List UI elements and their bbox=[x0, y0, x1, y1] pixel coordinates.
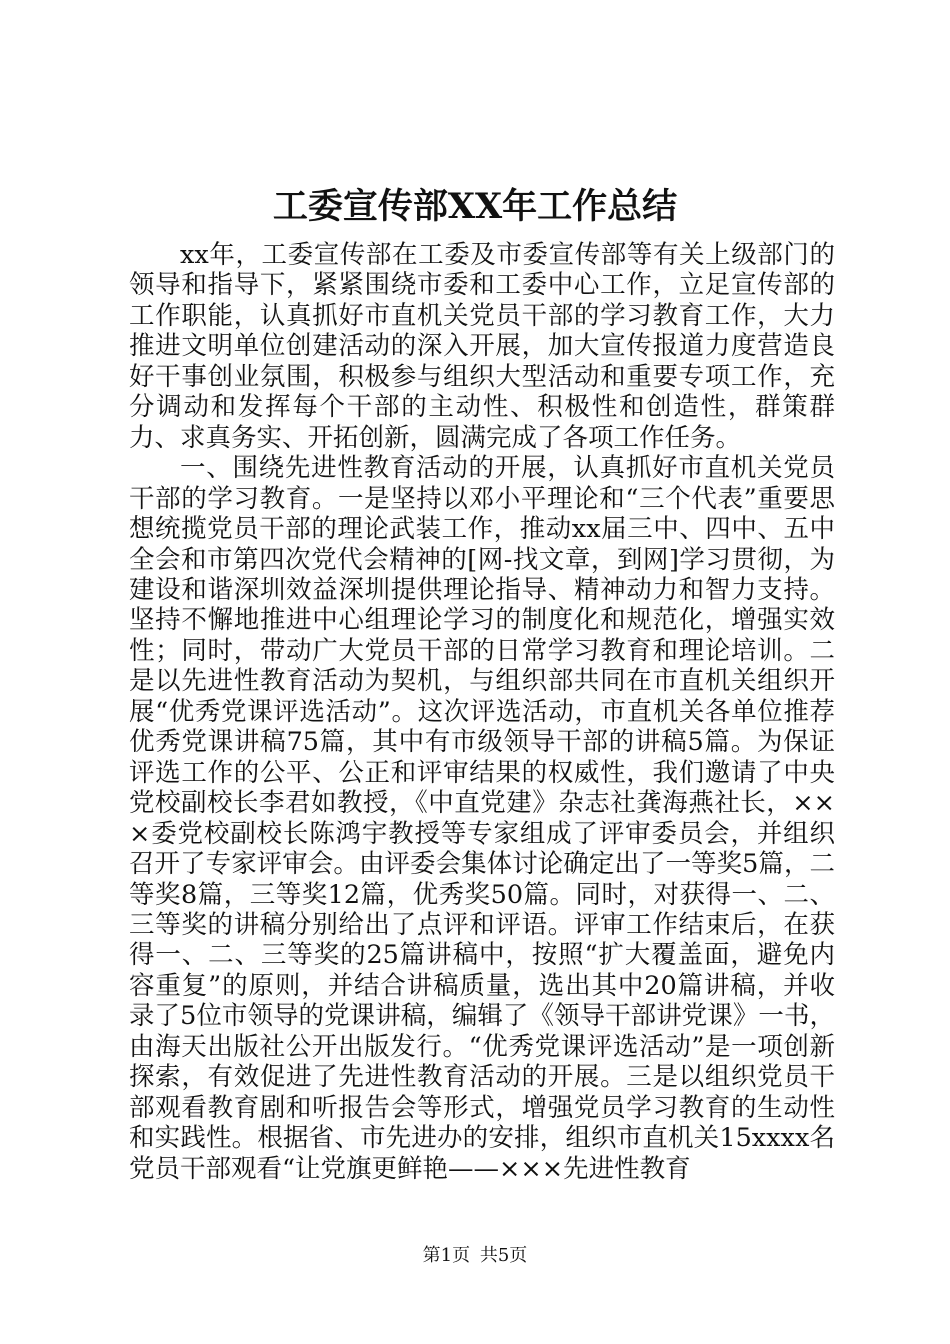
page-number-footer: 第1页 共5页 bbox=[422, 1245, 528, 1266]
paragraph-section-one: 一、围绕先进性教育活动的开展，认真抓好市直机关党员干部的学习教育。一是坚持以邓小平理论和“三个代表”重要思想统揽党员干部的理论武装工作，推动xx届三中、四中、五中全会和市第四次党代会精神的[网-找文章，到网]学习贯彻，为建设和谐深圳效益深圳提供理论指导、精神动力和智力支持。坚持不懈地推进中心组理论学习的制度化和规范化，增强实效性；同时，带动广大党员干部的日常学习教育和理论培训。二是以先进性教育活动为契机，与组织部共同在市直机关组织开展“优秀党课评选活动”。这次评选活动，市直机关各单位推荐优秀党课讲稿75篇，其中有市级领导干部的讲稿5篇。为保证评选工作的公平、公正和评审结果的权威性，我们邀请了中央党校副校长李君如教授，《中直党建》杂志社龚海燕社长，×××委党校副校长陈鸿宇教授等专家组成了评审委员会，并组织召开了专家评审会。由评委会集体讨论确定出了一等奖5篇，二等奖8篇，三等奖12篇，优秀奖50篇。同时，对获得一、二、三等奖的讲稿分别给出了点评和评语。评审工作结束后，在获得一、二、三等奖的25篇讲稿中，按照“扩大覆盖面，避免内容重复”的原则，并结合讲稿质量，选出其中20篇讲稿，并收录了5位市领导的党课讲稿，编辑了《领导干部讲党课》一书，由海天出版社公开出版发行。“优秀党课评选活动”是一项创新探索，有效促进了先进性教育活动的开展。三是以组织党员干部观看教育剧和听报告会等形式，增强党员学习教育的生动性和实践性。根据省、市先进办的安排，组织市直机关15xxxx名党员干部观看“让党旗更鲜艳——×××先进性教育 bbox=[129, 453, 835, 1184]
paragraph-intro: xx年，工委宣传部在工委及市委宣传部等有关上级部门的领导和指导下，紧紧围绕市委和工委中心工作，立足宣传部的工作职能，认真抓好市直机关党员干部的学习教育工作，大力推进文明单位创建活动的深入开展，加大宣传报道力度营造良好干事创业氛围，积极参与组织大型活动和重要专项工作，充分调动和发挥每个干部的主动性、积极性和创造性，群策群力、求真务实、开拓创新，圆满完成了各项工作任务。 bbox=[129, 240, 835, 453]
document-body bbox=[129, 240, 835, 1184]
document-title: 工委宣传部XX年工作总结 bbox=[272, 186, 678, 227]
